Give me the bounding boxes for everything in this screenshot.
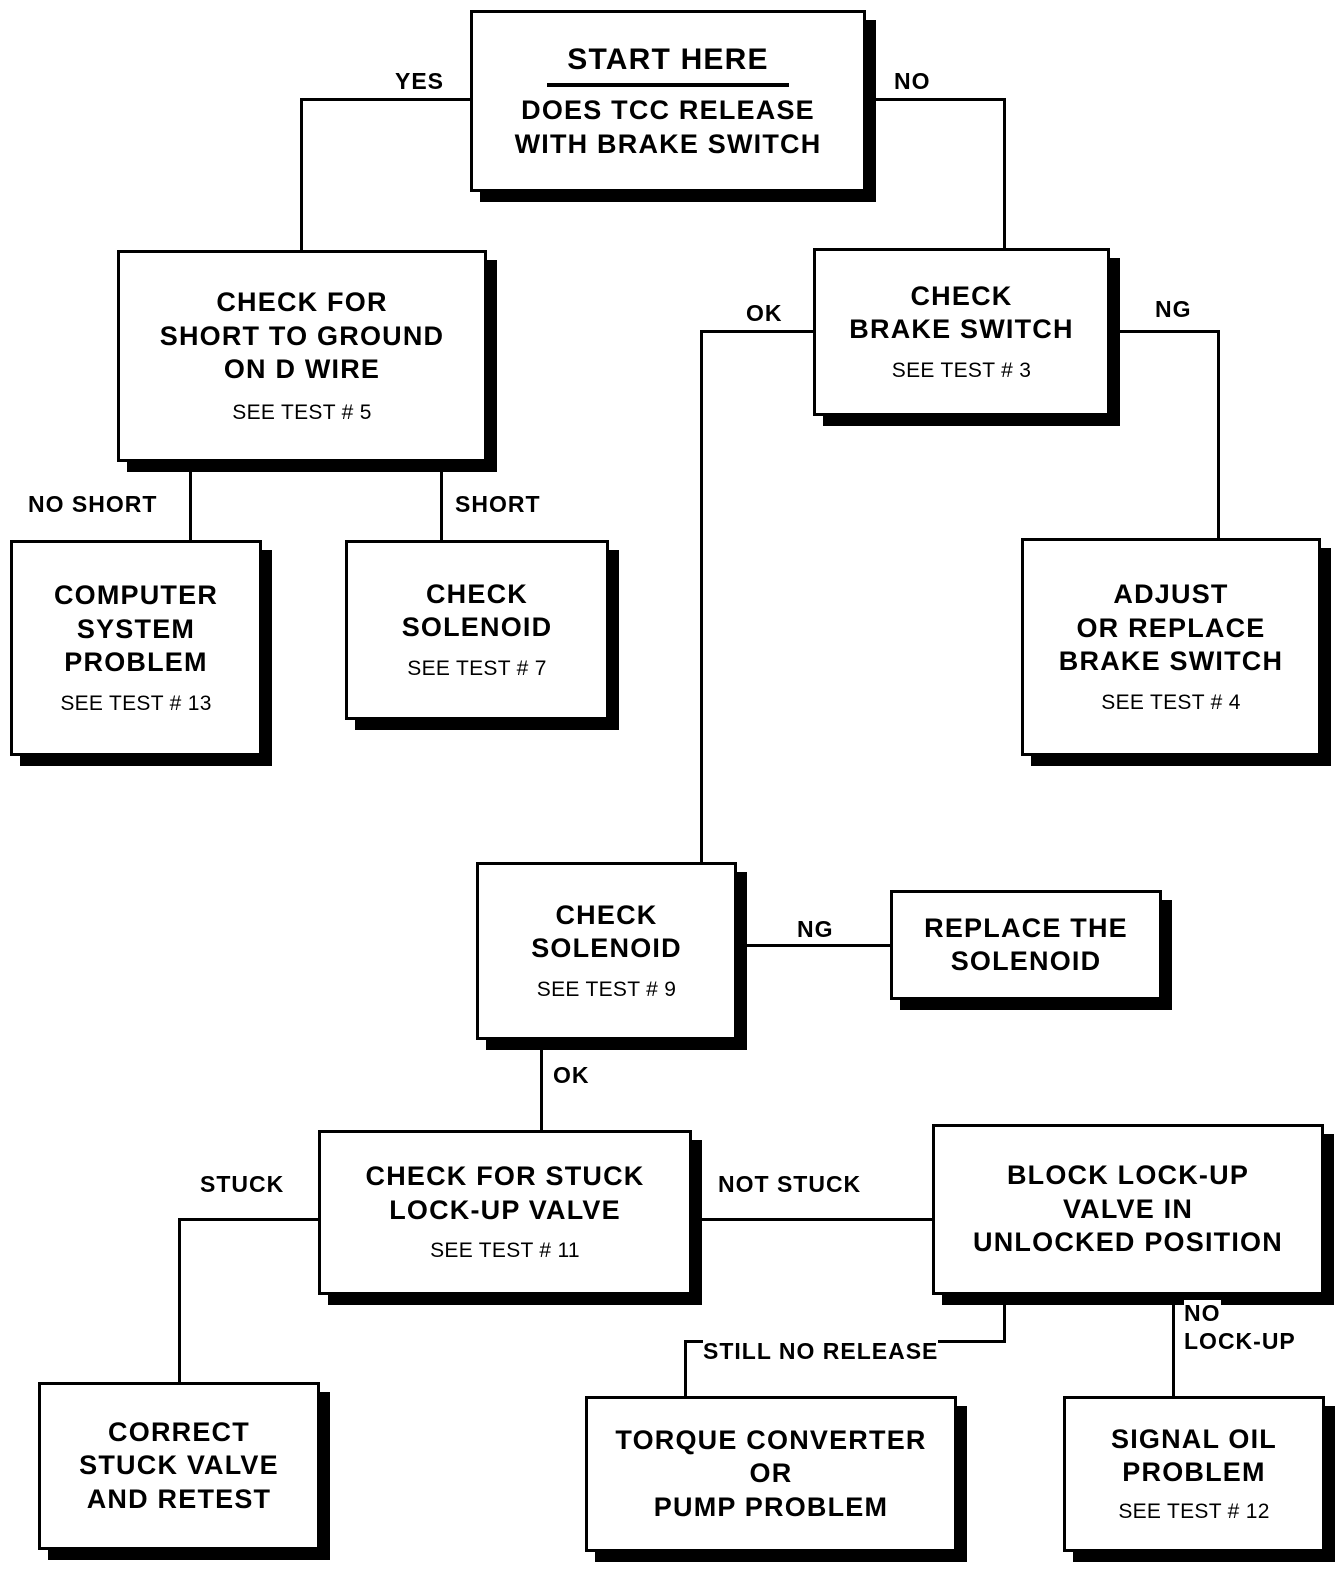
edge-label-ok-solenoid: OK <box>553 1062 590 1088</box>
node-computer-system-problem-line-3: PROBLEM <box>64 647 208 678</box>
edge-label-short: SHORT <box>455 491 541 517</box>
edge-notstuck-horizontal <box>692 1218 932 1221</box>
edge-no-lockup-vertical <box>1172 1295 1175 1396</box>
node-check-for-stuck-lockup-valve[interactable] <box>318 1130 692 1295</box>
edge-label-no: NO <box>894 68 931 94</box>
node-adjust-or-replace-brake-switch-line-3: BRAKE SWITCH <box>1058 646 1284 677</box>
edge-still-no-release-vertical-b <box>684 1340 687 1396</box>
node-replace-the-solenoid[interactable] <box>890 890 1162 1000</box>
edge-label-no-lockup-line2: LOCK-UP <box>1184 1328 1296 1354</box>
edge-start-no-vertical <box>1003 98 1006 248</box>
edge-label-not-stuck: NOT STUCK <box>718 1171 862 1197</box>
node-computer-system-problem-test: SEE TEST # 13 <box>60 691 212 715</box>
edge-label-stuck: STUCK <box>200 1171 285 1197</box>
node-start-here[interactable] <box>470 10 866 192</box>
node-block-lockup-valve-line-2: VALVE IN <box>1062 1193 1194 1224</box>
node-check-solenoid-test-7-line-1: CHECK <box>425 578 528 609</box>
node-check-solenoid-test-7-line-2: SOLENOID <box>401 612 553 643</box>
edge-start-yes-horizontal <box>300 98 472 101</box>
node-check-short-to-ground[interactable] <box>117 250 487 462</box>
node-check-brake-switch[interactable] <box>813 248 1110 416</box>
node-check-brake-switch-test: SEE TEST # 3 <box>891 358 1032 382</box>
node-torque-converter-or-pump-problem-line-2: OR <box>749 1458 793 1489</box>
node-check-short-to-ground-line-3: ON D WIRE <box>223 354 381 385</box>
node-computer-system-problem[interactable] <box>10 540 262 756</box>
node-start-here-divider <box>547 83 789 87</box>
edge-brake-ng-vertical <box>1217 330 1220 538</box>
edge-label-ng-solenoid: NG <box>797 916 834 942</box>
node-computer-system-problem-line-2: SYSTEM <box>76 613 196 644</box>
node-start-here-line-2: DOES TCC RELEASE <box>521 95 815 126</box>
node-adjust-or-replace-brake-switch-line-1: ADJUST <box>1113 579 1229 610</box>
node-computer-system-problem-line-1: COMPUTER <box>53 580 219 611</box>
edge-brake-ng-horizontal <box>1110 330 1220 333</box>
edge-solenoid-ok-vertical <box>540 1040 543 1130</box>
edge-label-ng-brake: NG <box>1155 296 1192 322</box>
edge-label-still-no-release: STILL NO RELEASE <box>703 1338 939 1364</box>
node-signal-oil-problem-line-2: PROBLEM <box>1122 1457 1266 1488</box>
node-signal-oil-problem[interactable] <box>1063 1396 1325 1552</box>
node-adjust-or-replace-brake-switch[interactable] <box>1021 538 1321 756</box>
node-check-short-to-ground-test: SEE TEST # 5 <box>232 400 372 424</box>
node-signal-oil-problem-line-1: SIGNAL OIL <box>1110 1423 1277 1454</box>
node-block-lockup-valve-line-1: BLOCK LOCK-UP <box>1006 1160 1250 1191</box>
node-block-lockup-valve-line-3: UNLOCKED POSITION <box>973 1227 1283 1258</box>
edge-short-vertical <box>440 462 443 540</box>
node-check-solenoid-test-9-test: SEE TEST # 9 <box>536 977 677 1001</box>
edge-stuck-horizontal <box>178 1218 318 1221</box>
edge-start-no-horizontal <box>866 98 1006 101</box>
node-check-short-to-ground-line-2: SHORT TO GROUND <box>159 320 445 351</box>
edge-label-no-lockup-line1: NO <box>1184 1300 1221 1326</box>
node-check-solenoid-test-9-line-2: SOLENOID <box>531 933 682 964</box>
edge-start-yes-vertical <box>300 98 303 250</box>
node-start-here-line-1: START HERE <box>567 42 769 76</box>
edge-label-ok-brake: OK <box>746 300 783 326</box>
node-torque-converter-or-pump-problem-line-3: PUMP PROBLEM <box>653 1491 889 1522</box>
node-correct-stuck-valve-line-3: AND RETEST <box>86 1483 272 1514</box>
node-check-solenoid-test-9-line-1: CHECK <box>555 899 658 930</box>
node-correct-stuck-valve-line-2: STUCK VALVE <box>79 1450 279 1481</box>
node-adjust-or-replace-brake-switch-line-2: OR REPLACE <box>1076 612 1266 643</box>
edge-label-no-short: NO SHORT <box>28 491 158 517</box>
edge-solenoid-ng-horizontal <box>737 944 892 947</box>
node-torque-converter-or-pump-problem-line-1: TORQUE CONVERTER <box>615 1424 927 1455</box>
node-correct-stuck-valve[interactable] <box>38 1382 320 1550</box>
node-check-for-stuck-lockup-valve-line-2: LOCK-UP VALVE <box>389 1194 621 1225</box>
node-start-here-line-3: WITH BRAKE SWITCH <box>514 128 822 159</box>
node-block-lockup-valve[interactable] <box>932 1124 1324 1295</box>
edge-noshort-vertical <box>189 462 192 540</box>
node-check-for-stuck-lockup-valve-line-1: CHECK FOR STUCK <box>365 1161 645 1192</box>
node-check-for-stuck-lockup-valve-test: SEE TEST # 11 <box>430 1239 580 1263</box>
node-signal-oil-problem-test: SEE TEST # 12 <box>1118 1499 1270 1523</box>
node-replace-the-solenoid-line-1: REPLACE THE <box>924 912 1128 943</box>
node-correct-stuck-valve-line-1: CORRECT <box>108 1416 250 1447</box>
node-check-solenoid-test-9[interactable] <box>476 862 737 1040</box>
node-check-solenoid-test-7[interactable] <box>345 540 609 720</box>
node-adjust-or-replace-brake-switch-test: SEE TEST # 4 <box>1101 690 1241 714</box>
node-check-short-to-ground-line-1: CHECK FOR <box>216 287 388 318</box>
edge-brake-ok-horizontal <box>700 330 814 333</box>
node-torque-converter-or-pump-problem[interactable] <box>585 1396 957 1552</box>
edge-still-no-release-vertical-a <box>1003 1295 1006 1342</box>
node-check-brake-switch-line-2: BRAKE SWITCH <box>849 314 1074 345</box>
node-check-solenoid-test-7-test: SEE TEST # 7 <box>407 656 547 680</box>
node-check-brake-switch-line-1: CHECK <box>910 280 1013 311</box>
edge-label-yes: YES <box>395 68 445 94</box>
edge-stuck-vertical <box>178 1218 181 1382</box>
edge-brake-ok-vertical <box>700 330 703 863</box>
node-replace-the-solenoid-line-2: SOLENOID <box>950 946 1102 976</box>
